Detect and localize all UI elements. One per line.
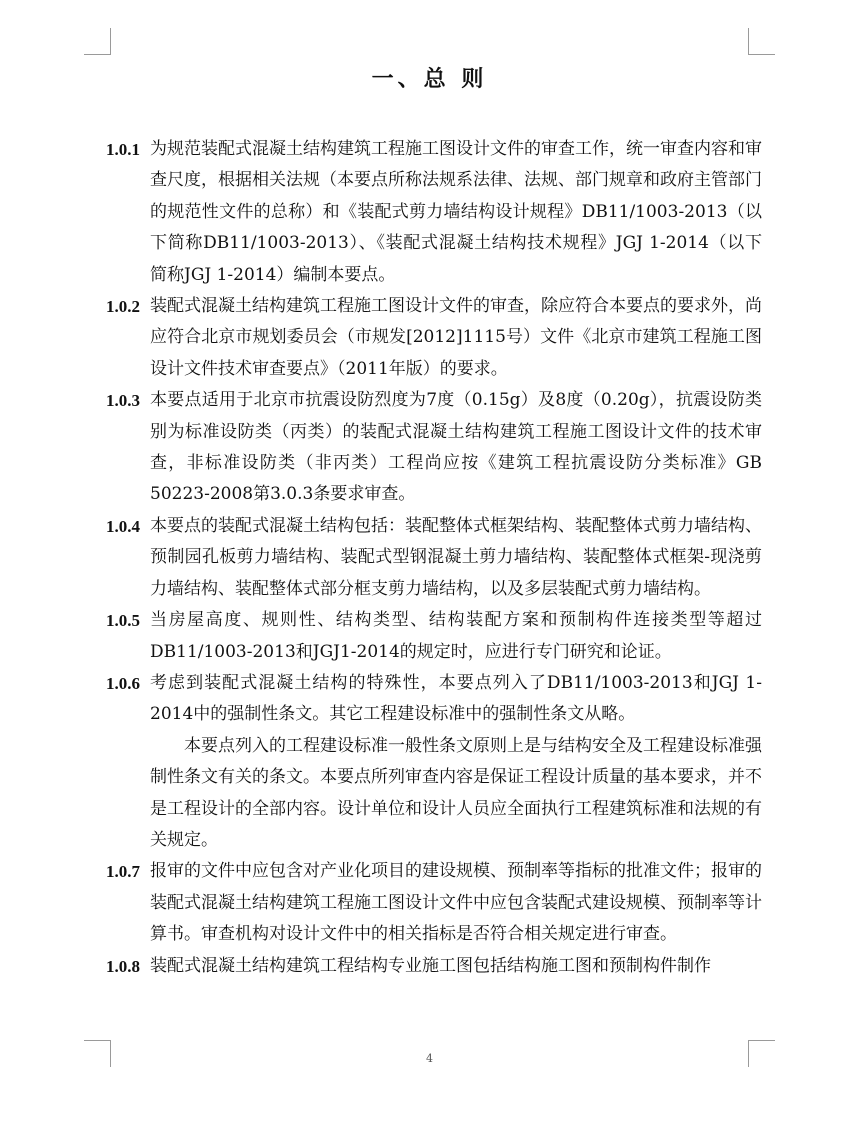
clause-number: 1.0.3: [106, 391, 140, 411]
clause-number: 1.0.7: [106, 862, 140, 882]
clause-text: 装配式混凝土结构建筑工程结构专业施工图包括结构施工图和预制构件制作: [150, 955, 711, 976]
clause-1-0-1: [106, 134, 762, 291]
clause-text: 考虑到装配式混凝土结构的特殊性，本要点列入了DB11/1003-2013和JGJ 1-2014中的强制性条文。其它工程建设标准中的强制性条文从略。: [150, 672, 762, 725]
clause-number: 1.0.2: [106, 297, 140, 317]
clause-text: 本要点适用于北京市抗震设防烈度为7度（0.15g）及8度（0.20g），抗震设防类别为标准设防类（丙类）的装配式混凝土结构建筑工程施工图设计文件的技术审查，非标准设防类（非丙类）工程尚应按《建筑工程抗震设防分类标准》GB 50223-2008第3.0.3条要求审查。: [150, 390, 762, 505]
clause-1-0-8: [106, 951, 762, 982]
clause-1-0-4: [106, 511, 762, 605]
clause-1-0-7: [106, 856, 762, 950]
crop-mark-top-right: [748, 28, 775, 55]
clause-text: 为规范装配式混凝土结构建筑工程施工图设计文件的审查工作，统一审查内容和审查尺度，根据相关法规（本要点所称法规系法律、法规、部门规章和政府主管部门的规范性文件的总称）和《装配式剪力墙结构设计规程》DB11/1003-2013（以下简称DB11/1003-2013）、《装配式混凝土结构技术规程》JGJ 1-2014（以下简称JGJ 1-2014）编制本要点。: [150, 139, 762, 285]
clause-text: 当房屋高度、规则性、结构类型、结构装配方案和预制构件连接类型等超过DB11/1003-2013和JGJ1-2014的规定时，应进行专门研究和论证。: [150, 610, 762, 662]
clause-number: 1.0.6: [106, 673, 140, 693]
clause-1-0-6-continuation: 本要点列入的工程建设标准一般性条文原则上是与结构安全及工程建设标准强制性条文有关的条文。本要点所列审查内容是保证工程设计质量的基本要求，并不是工程设计的全部内容。设计单位和设计人员应全面执行工程建筑标准和法规的有关规定。: [150, 735, 762, 850]
clause-1-0-3: [106, 385, 762, 511]
clause-number: 1.0.8: [106, 956, 140, 976]
clause-number: 1.0.4: [106, 516, 140, 536]
document-body: [106, 134, 762, 982]
clause-text: 报审的文件中应包含对产业化项目的建设规模、预制率等指标的批准文件；报审的装配式混凝土结构建筑工程施工图设计文件中应包含装配式建设规模、预制率等计算书。审查机构对设计文件中的相关指标是否符合相关规定进行审查。: [150, 861, 762, 945]
clause-1-0-6: [106, 668, 762, 731]
clause-1-0-2: [106, 291, 762, 385]
crop-mark-top-left: [84, 28, 111, 55]
clause-text: 本要点的装配式混凝土结构包括：装配整体式框架结构、装配整体式剪力墙结构、预制园孔板剪力墙结构、装配式型钢混凝土剪力墙结构、装配整体式框架-现浇剪力墙结构、装配整体式部分框支剪力墙结构，以及多层装配式剪力墙结构。: [150, 515, 762, 599]
clause-number: 1.0.1: [106, 140, 140, 159]
section-title: 一、总 则: [371, 67, 488, 92]
clause-text: 装配式混凝土结构建筑工程施工图设计文件的审查，除应符合本要点的要求外，尚应符合北京市规划委员会（市规发[2012]1115号）文件《北京市建筑工程施工图设计文件技术审查要点》（2011年版）的要求。: [150, 296, 762, 379]
clause-1-0-5: [106, 605, 762, 668]
page-number: 4: [426, 1052, 433, 1065]
clause-number: 1.0.5: [106, 611, 140, 631]
